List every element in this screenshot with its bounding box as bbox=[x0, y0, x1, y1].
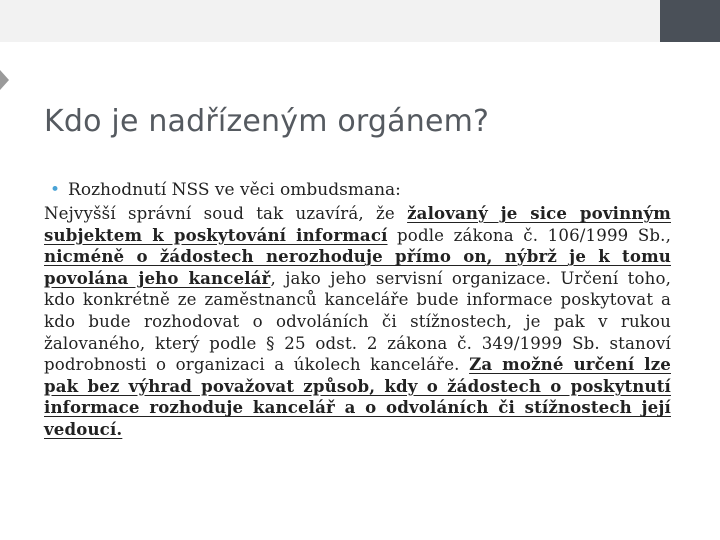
corner-triangle-decoration bbox=[0, 70, 9, 90]
paragraph-segment: , jako jeho servisní organizace. Určení toho, kdo konkrétně ze zaměstnanců kanceláře bude informace poskytovat a kdo bude rozhodovat o odvoláních či stížnostech, je pak v rukou žalovaného, který podle § 25 odst. 2 zákona č. 349/1999 Sb. stanoví podrobnosti o organizaci a úkolech kanceláře. bbox=[44, 268, 672, 375]
paragraph-segment-emphasis: nicméně o žádostech nerozhoduje přímo on, nýbrž je k tomu povolána jeho kancelář bbox=[44, 246, 671, 288]
paragraph-segment-emphasis: Za možné určení lze pak bez výhrad považovat způsob, kdy o žádostech o poskytnutí informace rozhoduje kancelář a o odvoláních či stížnostech její vedoucí. bbox=[44, 354, 671, 439]
paragraph-segment: Nejvyšší správní soud tak uzavírá, že bbox=[44, 204, 408, 223]
top-band-dark-block bbox=[660, 0, 720, 42]
top-band bbox=[0, 0, 720, 42]
body-paragraph bbox=[44, 203, 671, 441]
slide-title: Kdo je nadřízeným orgánem? bbox=[44, 104, 490, 139]
bullet-text: Rozhodnutí NSS ve věci ombudsmana: bbox=[68, 180, 401, 200]
paragraph-segment-emphasis: žalovaný je sice povinným subjektem k poskytování informací bbox=[44, 203, 671, 245]
bullet-dot-icon: • bbox=[50, 180, 61, 200]
bullet-item bbox=[50, 180, 401, 200]
paragraph-segment: podle zákona č. 106/1999 Sb., bbox=[387, 225, 671, 245]
